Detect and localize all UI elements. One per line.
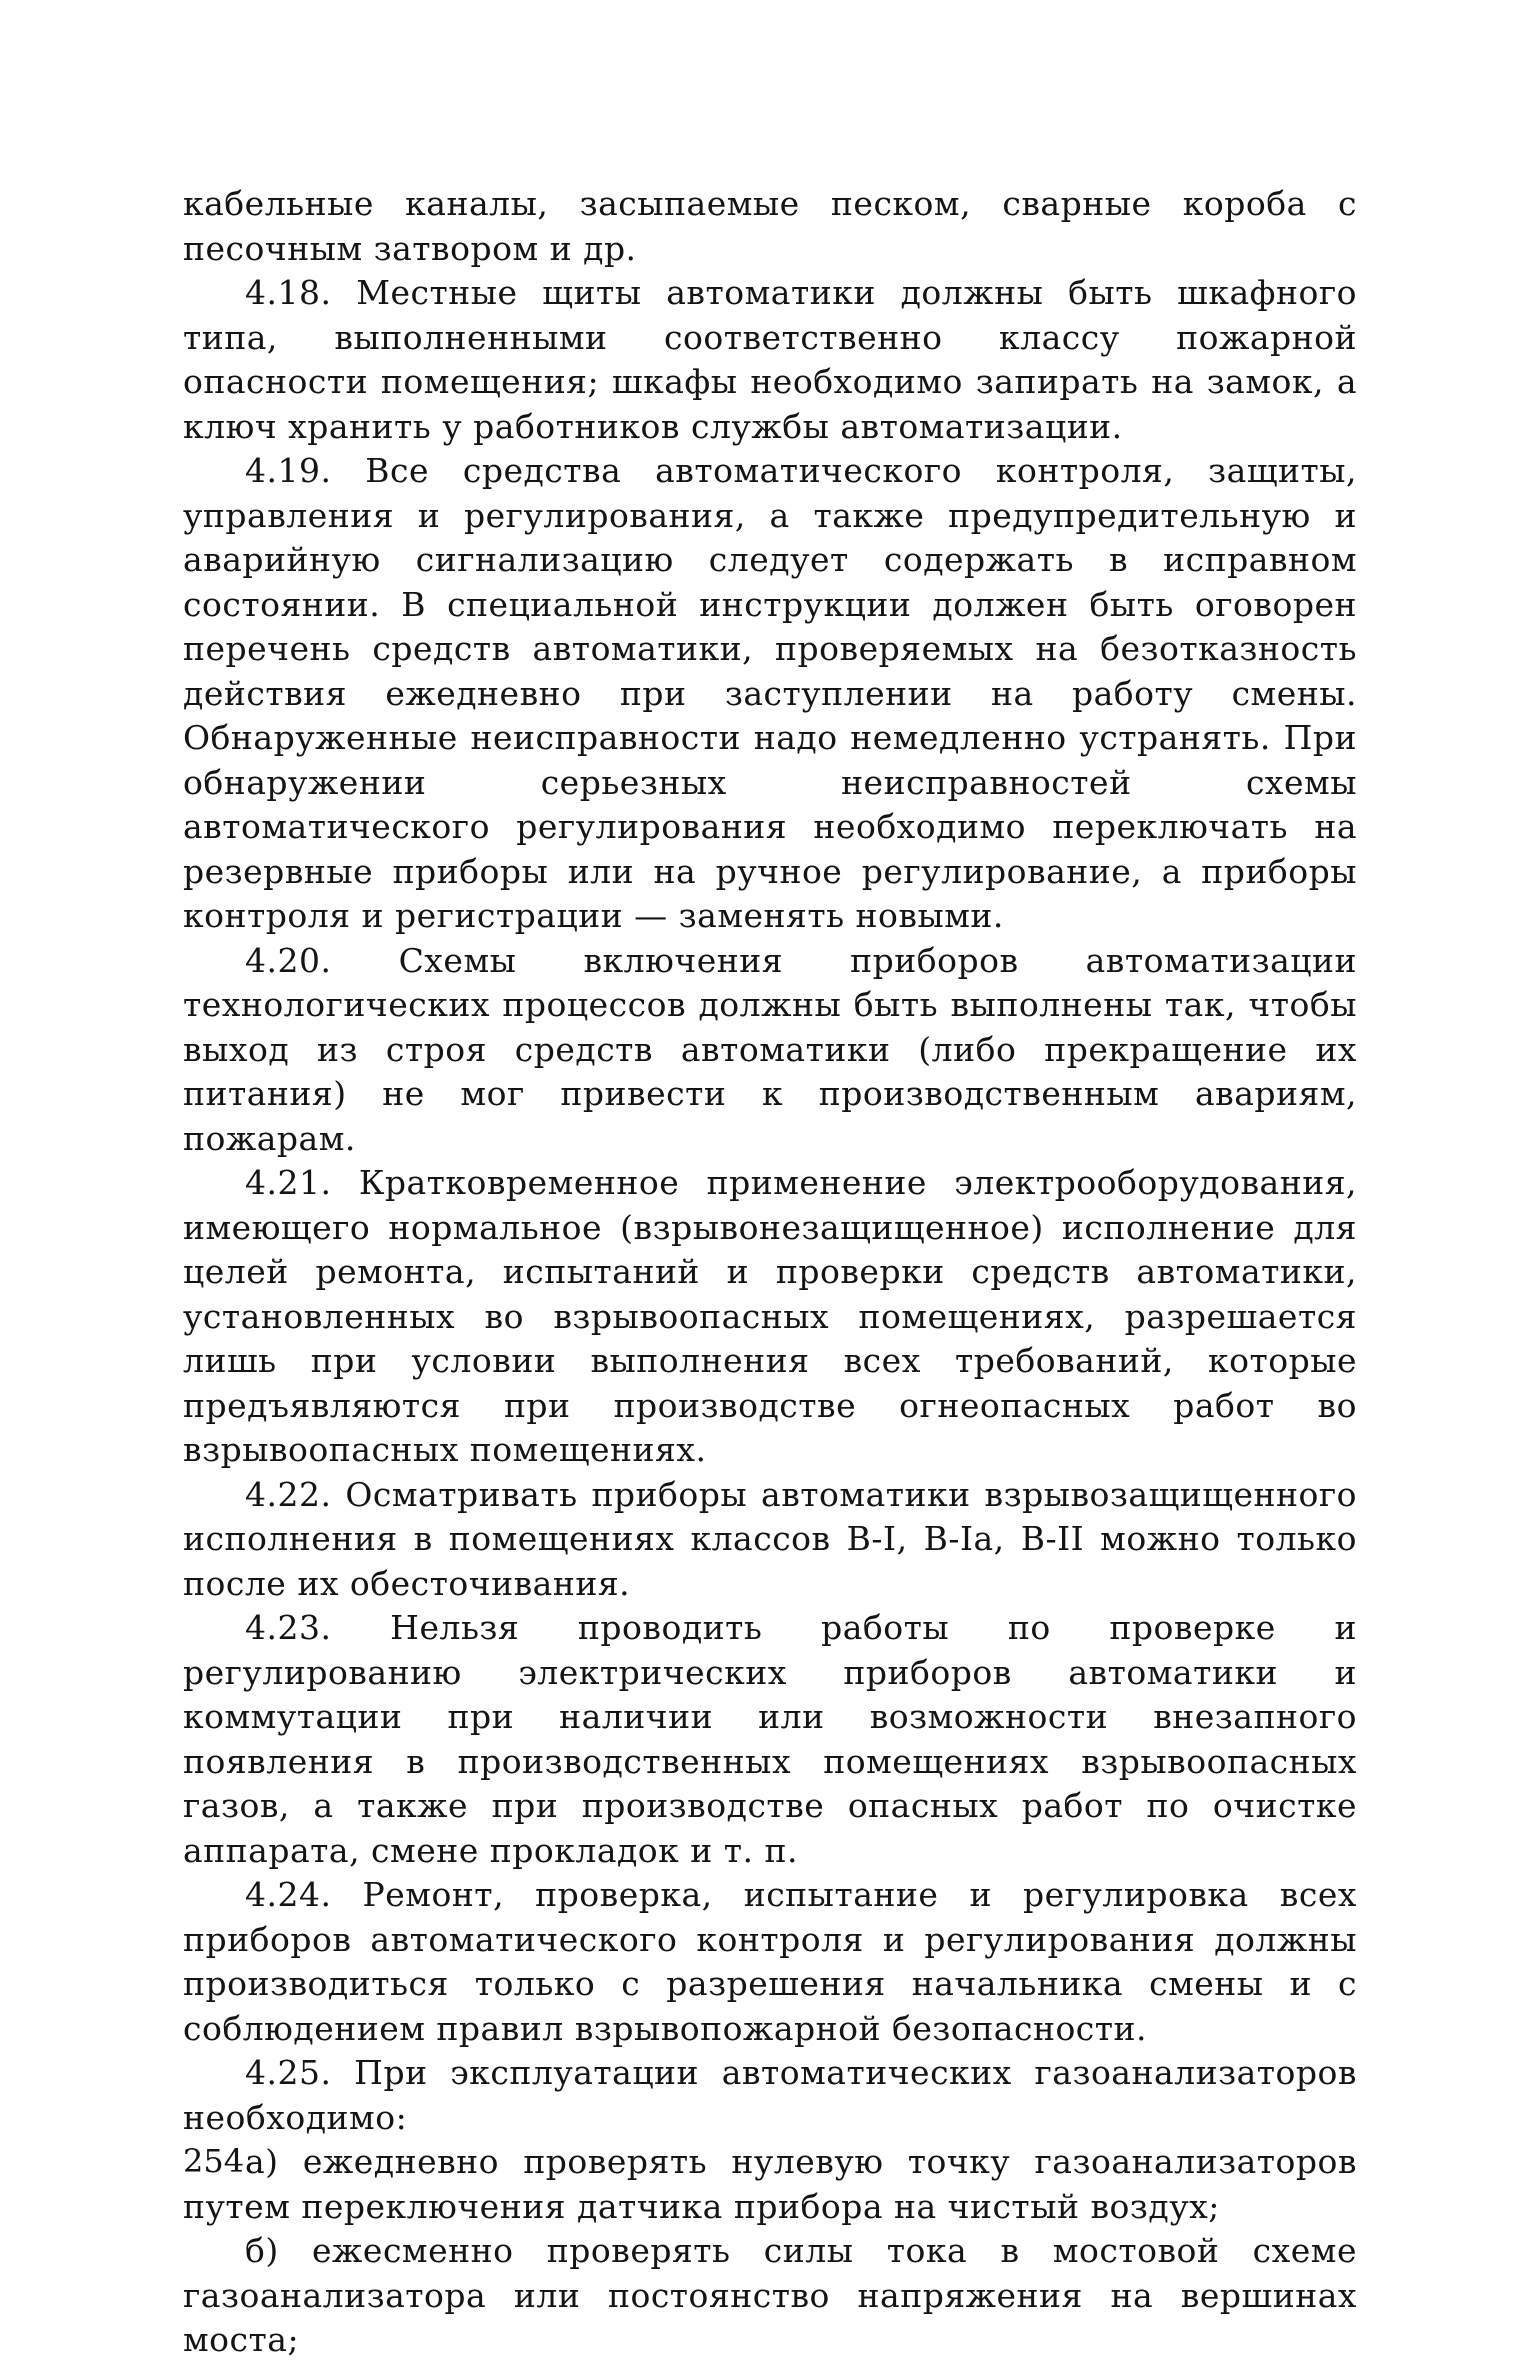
paragraph-number: 4.22. bbox=[245, 1474, 332, 1514]
paragraph-continuation bbox=[183, 182, 1357, 271]
paragraph-4-24 bbox=[183, 1873, 1357, 2051]
paragraph-text: При эксплуатации автоматических газоанализаторов необходимо: bbox=[183, 2053, 1357, 2137]
paragraph-text: Нельзя проводить работы по проверке и регулированию электрических приборов автоматики и коммутации при наличии или возможности внезапного появления в производственных помещениях взрывоопасных газов, а также при производстве опасных работ по очистке аппарата, смене прокладок и т. п. bbox=[183, 1608, 1357, 1870]
list-item-b bbox=[183, 2229, 1357, 2363]
list-item-text: ежедневно проверять нулевую точку газоанализаторов путем переключения датчика прибора на чистый воздух; bbox=[183, 2142, 1357, 2226]
list-item-marker: б) bbox=[245, 2231, 279, 2270]
page-body bbox=[183, 182, 1357, 2363]
list-item-text: ежесменно проверять силы тока в мостовой схеме газоанализатора или постоянство напряжения на вершинах моста; bbox=[183, 2231, 1357, 2359]
paragraph-number: 4.24. bbox=[245, 1875, 332, 1914]
page-number: 254 bbox=[183, 2142, 245, 2180]
paragraph-number: 4.19. bbox=[245, 451, 332, 490]
list-item-marker: а) bbox=[245, 2142, 279, 2181]
paragraph-text: Осматривать приборы автоматики взрывозащищенного исполнения в помещениях классов В-I, В-Iа, В-II можно только после их обесточивания. bbox=[183, 1474, 1357, 1603]
paragraph-number: 4.20. bbox=[245, 940, 332, 980]
paragraph-text: кабельные каналы, засыпаемые песком, сварные короба с песочным затвором и др. bbox=[183, 184, 1357, 268]
paragraph-4-21 bbox=[183, 1161, 1357, 1473]
paragraph-text: Кратковременное применение электрооборудования, имеющего нормальное (взрывонезащищенное) исполнение для целей ремонта, испытаний и проверки средств автоматики, установленных во взрывоопасных помещениях, разрешается лишь при условии выполнения всех требований, которые предъявляются при производстве огнеопасных работ во взрывоопасных помещениях. bbox=[183, 1163, 1358, 1469]
paragraph-4-18 bbox=[183, 271, 1357, 449]
paragraph-4-19 bbox=[183, 449, 1357, 939]
paragraph-4-22 bbox=[183, 1473, 1357, 1607]
paragraph-number: 4.21. bbox=[245, 1163, 332, 1202]
paragraph-text: Схемы включения приборов автоматизации технологических процессов должны быть выполнены так, чтобы выход из строя средств автоматики (либо прекращение их питания) не мог привести к производственным авариям, пожарам. bbox=[183, 940, 1357, 1158]
paragraph-4-23 bbox=[183, 1606, 1357, 1873]
paragraph-4-25 bbox=[183, 2051, 1357, 2140]
paragraph-text: Ремонт, проверка, испытание и регулировка всех приборов автоматического контроля и регулирования должны производиться только с разрешения начальника смены и с соблюдением правил взрывопожарной безопасности. bbox=[183, 1875, 1357, 2048]
paragraph-text: Местные щиты автоматики должны быть шкафного типа, выполненными соответственно классу пожарной опасности помещения; шкафы необходимо запирать на замок, а ключ хранить у работников службы автоматизации. bbox=[183, 273, 1357, 446]
paragraph-number: 4.18. bbox=[245, 273, 332, 312]
paragraph-number: 4.23. bbox=[245, 1608, 332, 1647]
paragraph-text: Все средства автоматического контроля, защиты, управления и регулирования, а также предупредительную и аварийную сигнализацию следует содержать в исправном состоянии. В специальной инструкции должен быть оговорен перечень средств автоматики, проверяемых на безотказность действия ежедневно при заступлении на работу смены. Обнаруженные неисправности надо немедленно устранять. При обнаружении серьезных неисправностей схемы автоматического регулирования необходимо переключать на резервные приборы или на ручное регулирование, а приборы контроля и регистрации — заменять новыми. bbox=[183, 451, 1357, 935]
list-item-a bbox=[183, 2140, 1357, 2229]
paragraph-number: 4.25. bbox=[245, 2053, 332, 2092]
paragraph-4-20 bbox=[183, 939, 1357, 1162]
